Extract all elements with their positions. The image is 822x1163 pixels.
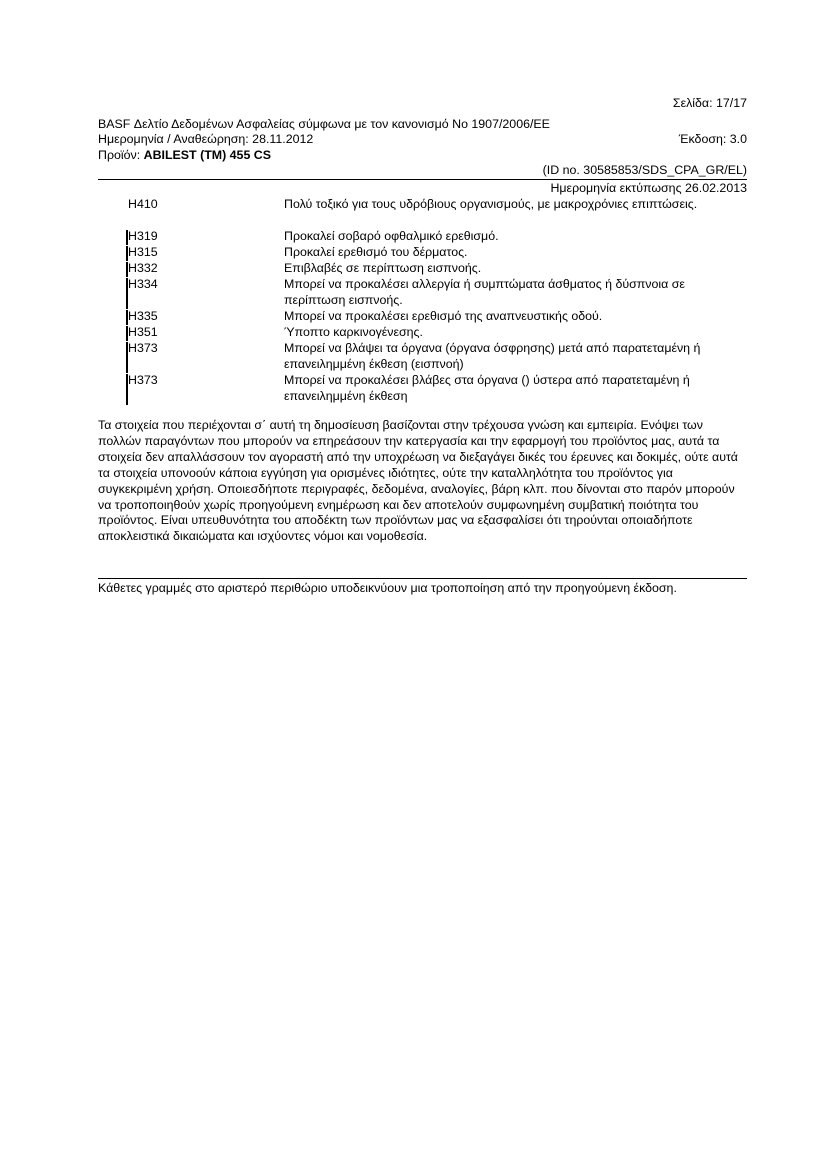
hazard-code: H332 <box>128 261 158 275</box>
sheet-title: BASF Δελτίο Δεδομένων Ασφαλείας σύμφωνα με τον κανονισμό Νο 1907/2006/ΕΕ <box>98 117 550 131</box>
hazard-code: H319 <box>128 229 158 243</box>
product-line <box>98 148 271 163</box>
hazard-text: Πολύ τοξικό για τους υδρόβιους οργανισμούς, με μακροχρόνιες επιπτώσεις. <box>284 197 698 211</box>
hazard-text: Ύποπτο καρκινογένεσης. <box>284 325 423 339</box>
product-label: Προϊόν: <box>98 148 141 162</box>
hazard-text: Μπορεί να προκαλέσει βλάβες στα όργανα () ύστερα από παρατεταμένη ή επανειλημμένη έκθεση <box>284 373 690 403</box>
hazard-code: H315 <box>128 245 158 259</box>
revision-date: Ημερομηνία / Αναθεώρηση: 28.11.2012 <box>98 132 314 146</box>
hazard-code: H373 <box>128 341 158 355</box>
hazard-code: H334 <box>128 277 158 291</box>
id-number: (ID no. 30585853/SDS_CPA_GR/EL) <box>542 163 747 177</box>
hazard-code: H410 <box>128 197 158 211</box>
page-number: Σελίδα: 17/17 <box>672 96 747 110</box>
disclaimer-paragraph: Τα στοιχεία που περιέχονται σ΄ αυτή τη δημοσίευση βασίζονται στην τρέχουσα γνώση και εμπειρία. Ενόψει των πολλών παραγόντων που μπορούν να επηρεάσουν την κατεργασία και την εφαρμογή του προϊόντος μας, αυτά τα στοιχεία δεν απαλλάσσουν τον αγοραστή από την υποχρέωση να διεξαγάγει δικές του έρευνες και δοκιμές, ούτε αυτά τα στοιχεία υπονοούν κάποια εγγύηση για ορισμένες ιδιότητες, ούτε την καταλληλότητα του προϊόντος για συγκεκριμένη χρήση. Οποιεσδήποτε περιγραφές, δεδομένα, αναλογίες, βάρη κλπ. που δίνονται στο παρόν μπορούν να τροποποιηθούν χωρίς προηγούμενη ενημέρωση και δεν αποτελούν συμφωνημένη συμβατική ποιότητα του προϊόντος. Είναι υπευθυνότητα του αποδέκτη των προϊόντων μας να εξασφαλίσει ότι τηρούνται οποιαδήποτε αποκλειστικά δικαιώματα και ισχύοντες νόμοι και νομοθεσία. <box>98 418 738 544</box>
hazard-text: Μπορεί να βλάψει τα όργανα (όργανα όσφρησης) μετά από παρατεταμένη ή επανειλημμένη έκθεση (εισπνοή) <box>284 341 701 371</box>
print-date: Ημερομηνία εκτύπωσης 26.02.2013 <box>550 181 747 195</box>
change-bar-footnote: Κάθετες γραμμές στο αριστερό περιθώριο υποδεικνύουν μια τροποποίηση από την προηγούμενη έκδοση. <box>98 581 677 595</box>
hazard-code: H373 <box>128 373 158 387</box>
hazard-code: H335 <box>128 309 158 323</box>
hazard-text: Προκαλεί ερεθισμό του δέρματος. <box>284 245 468 259</box>
product-name: ABILEST (TM) 455 CS <box>143 148 271 162</box>
hazard-text: Προκαλεί σοβαρό οφθαλμικό ερεθισμό. <box>284 229 499 243</box>
version: Έκδοση: 3.0 <box>678 132 747 146</box>
header-divider <box>98 179 747 180</box>
footnote-divider <box>98 578 747 579</box>
hazard-code: H351 <box>128 325 158 339</box>
hazard-text: Επιβλαβές σε περίπτωση εισπνοής. <box>284 261 482 275</box>
hazard-text: Μπορεί να προκαλέσει αλλεργία ή συμπτώματα άσθματος ή δύσπνοια σε περίπτωση εισπνοής. <box>284 277 685 307</box>
hazard-text: Μπορεί να προκαλέσει ερεθισμό της αναπνευστικής οδού. <box>284 309 603 323</box>
